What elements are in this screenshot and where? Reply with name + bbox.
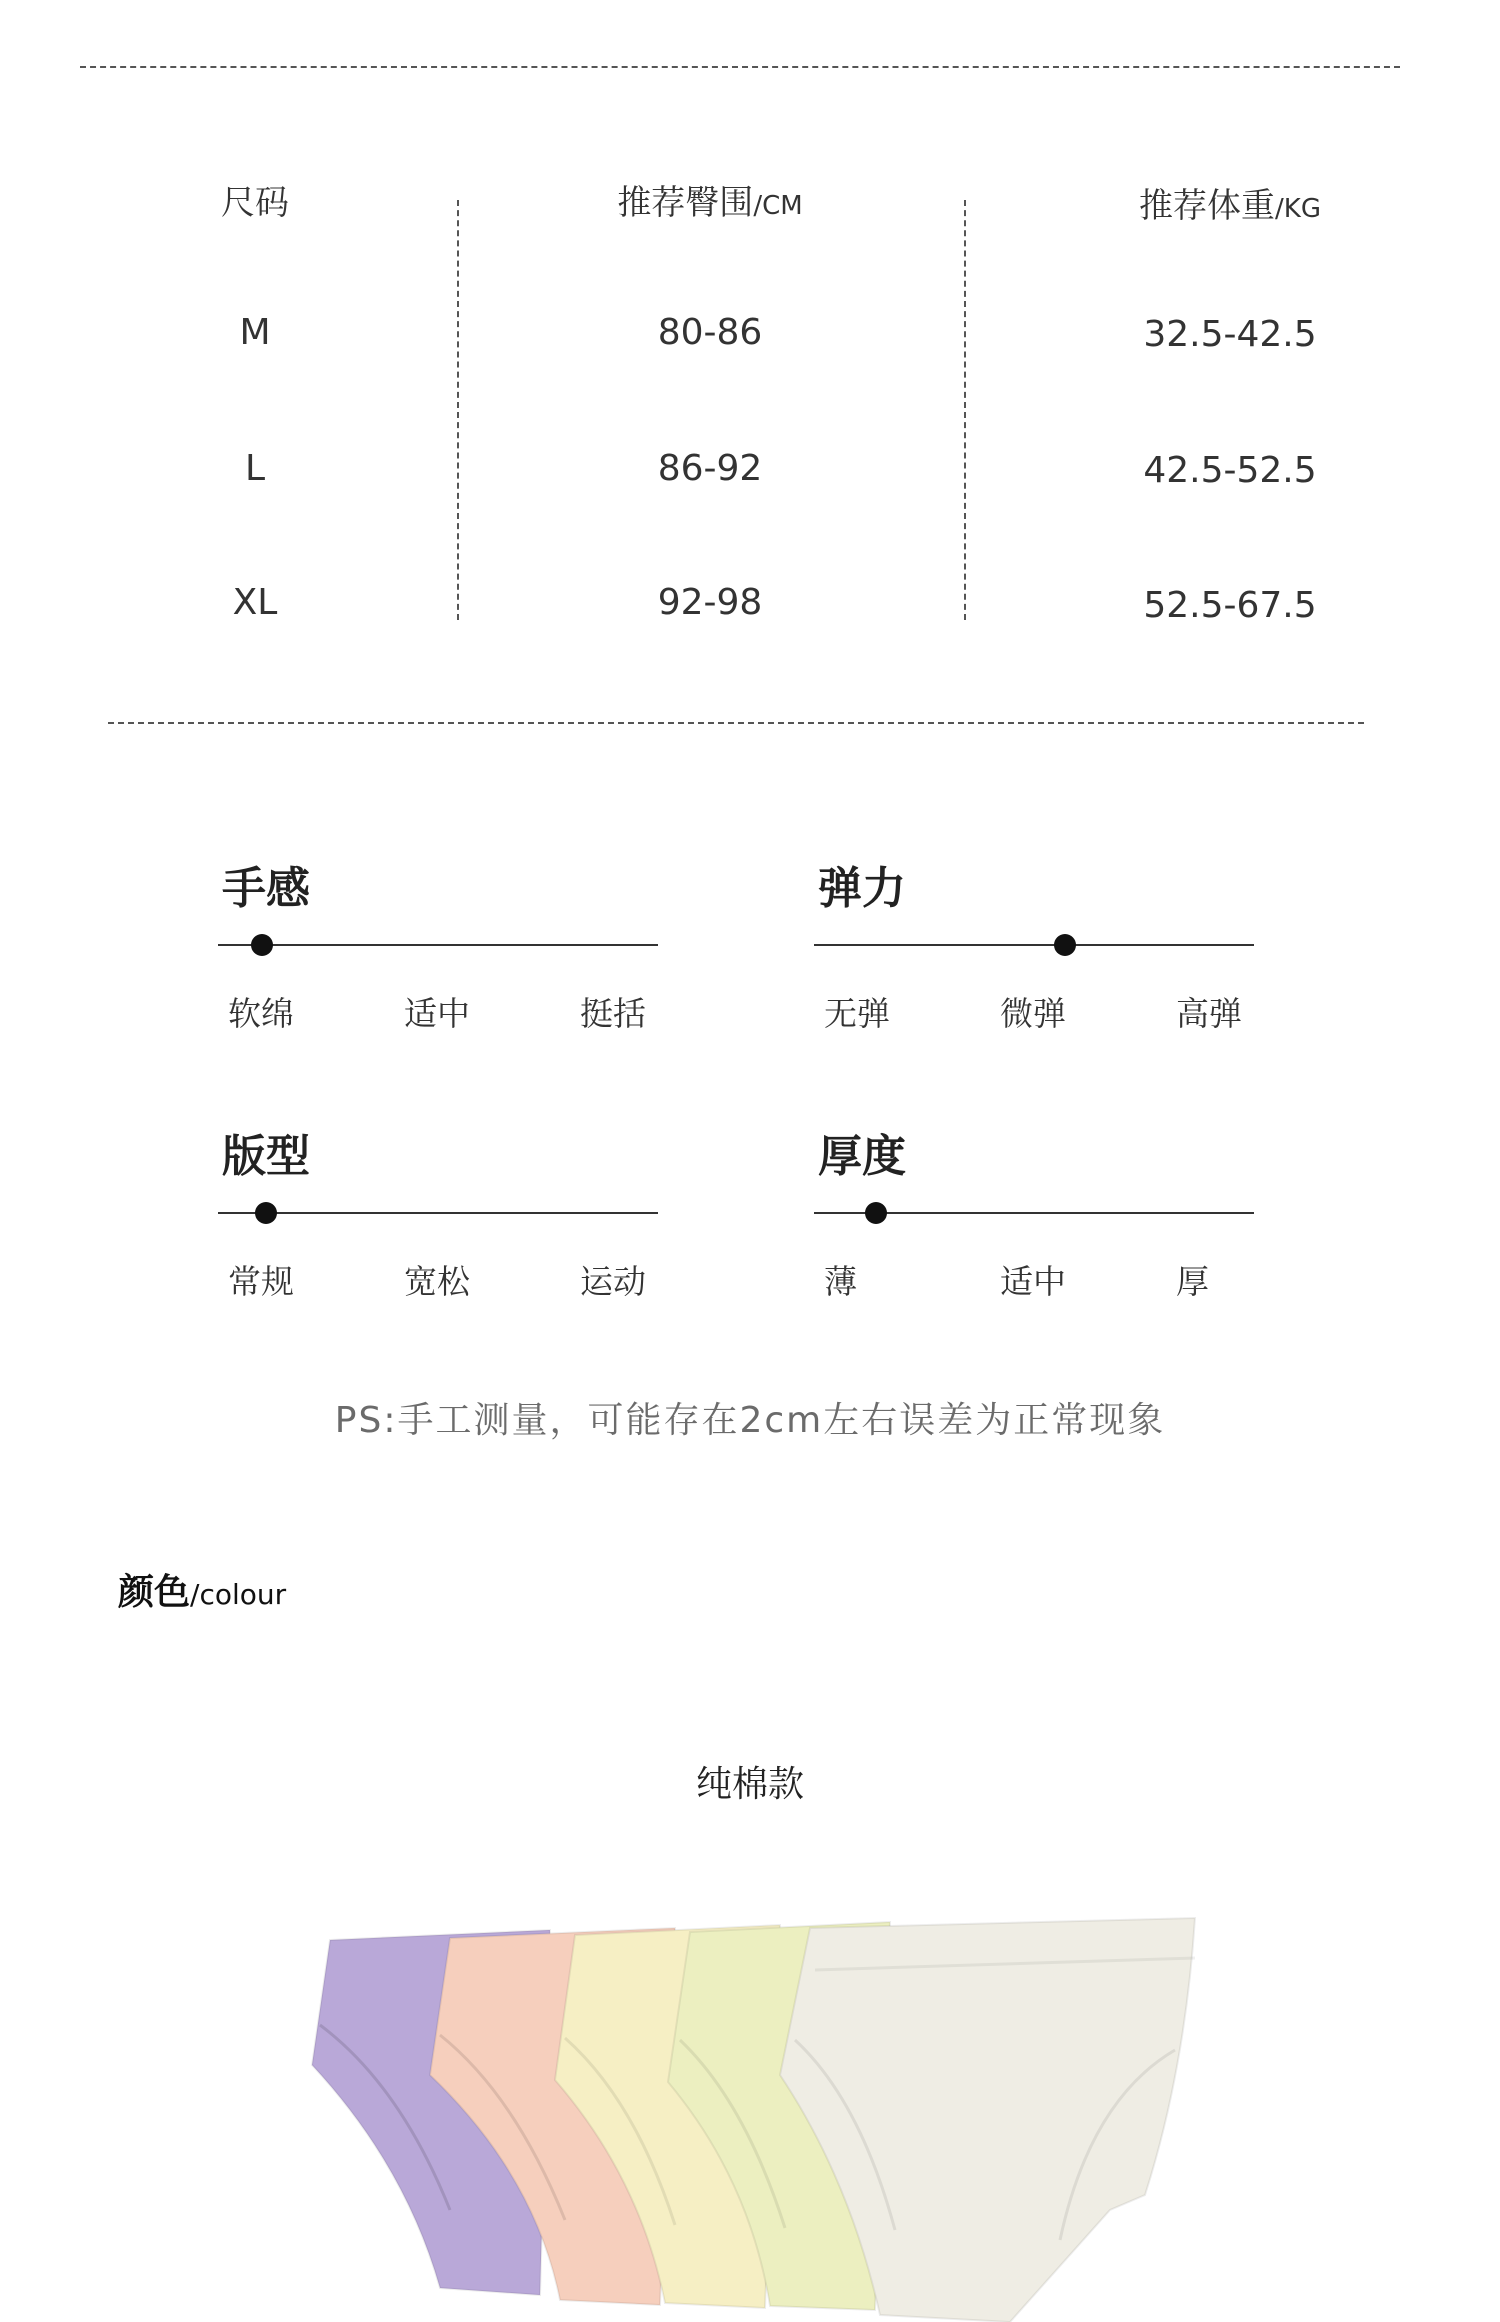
divider-middle [108, 722, 1364, 724]
scale-marker [1054, 934, 1076, 956]
scale-line [814, 944, 1254, 946]
product-image [290, 1910, 1240, 2322]
scale-marker [255, 1202, 277, 1224]
scale-label-mid: 适中 [1000, 1262, 1066, 1301]
scale-label-high: 厚 [1176, 1262, 1209, 1301]
scale-label-high: 运动 [580, 1262, 646, 1301]
row-weight: 32.5-42.5 [1143, 314, 1317, 355]
scale-label-mid: 宽松 [404, 1262, 470, 1301]
attribute-title: 版型 [222, 1131, 310, 1182]
scale-label-high: 挺括 [580, 994, 646, 1033]
column-divider-2 [964, 200, 966, 620]
variant-title: 纯棉款 [695, 1764, 804, 1805]
scale-marker [865, 1202, 887, 1224]
row-weight: 52.5-67.5 [1143, 585, 1317, 626]
scale-line [218, 944, 658, 946]
scale-label-low: 薄 [824, 1262, 857, 1301]
header-weight [1080, 178, 1380, 227]
row-hip: 86-92 [657, 448, 763, 489]
header-weight-label: 推荐体重 [1139, 186, 1276, 226]
row-hip: 80-86 [657, 312, 763, 353]
header-hip [560, 175, 860, 224]
header-hip-label: 推荐臀围 [617, 183, 754, 223]
row-size: M [239, 312, 271, 353]
column-divider-1 [457, 200, 459, 620]
row-hip: 92-98 [657, 582, 763, 623]
scale-label-mid: 适中 [404, 994, 470, 1033]
scale-marker [251, 934, 273, 956]
colour-title-en: /colour [190, 1578, 287, 1611]
scale-label-low: 无弹 [824, 994, 890, 1033]
header-hip-unit: /CM [753, 191, 803, 221]
row-size: L [244, 448, 266, 489]
attribute-title: 厚度 [818, 1131, 906, 1182]
attribute-title: 手感 [222, 863, 310, 914]
scale-label-low: 常规 [228, 1262, 294, 1301]
scale-label-mid: 微弹 [1000, 994, 1066, 1033]
row-weight: 42.5-52.5 [1143, 450, 1317, 491]
colour-title-cn: 颜色 [118, 1572, 191, 1613]
scale-label-high: 高弹 [1176, 994, 1242, 1033]
colour-section-title [118, 1564, 286, 1615]
scale-line [218, 1212, 658, 1214]
scale-label-low: 软绵 [228, 994, 294, 1033]
attribute-title: 弹力 [818, 863, 906, 914]
row-size: XL [232, 582, 278, 623]
header-weight-unit: /KG [1275, 194, 1321, 224]
divider-top [80, 66, 1400, 68]
measurement-note: PS:手工测量，可能存在2cm左右误差为正常现象 [334, 1400, 1166, 1441]
header-size: 尺码 [221, 183, 289, 223]
